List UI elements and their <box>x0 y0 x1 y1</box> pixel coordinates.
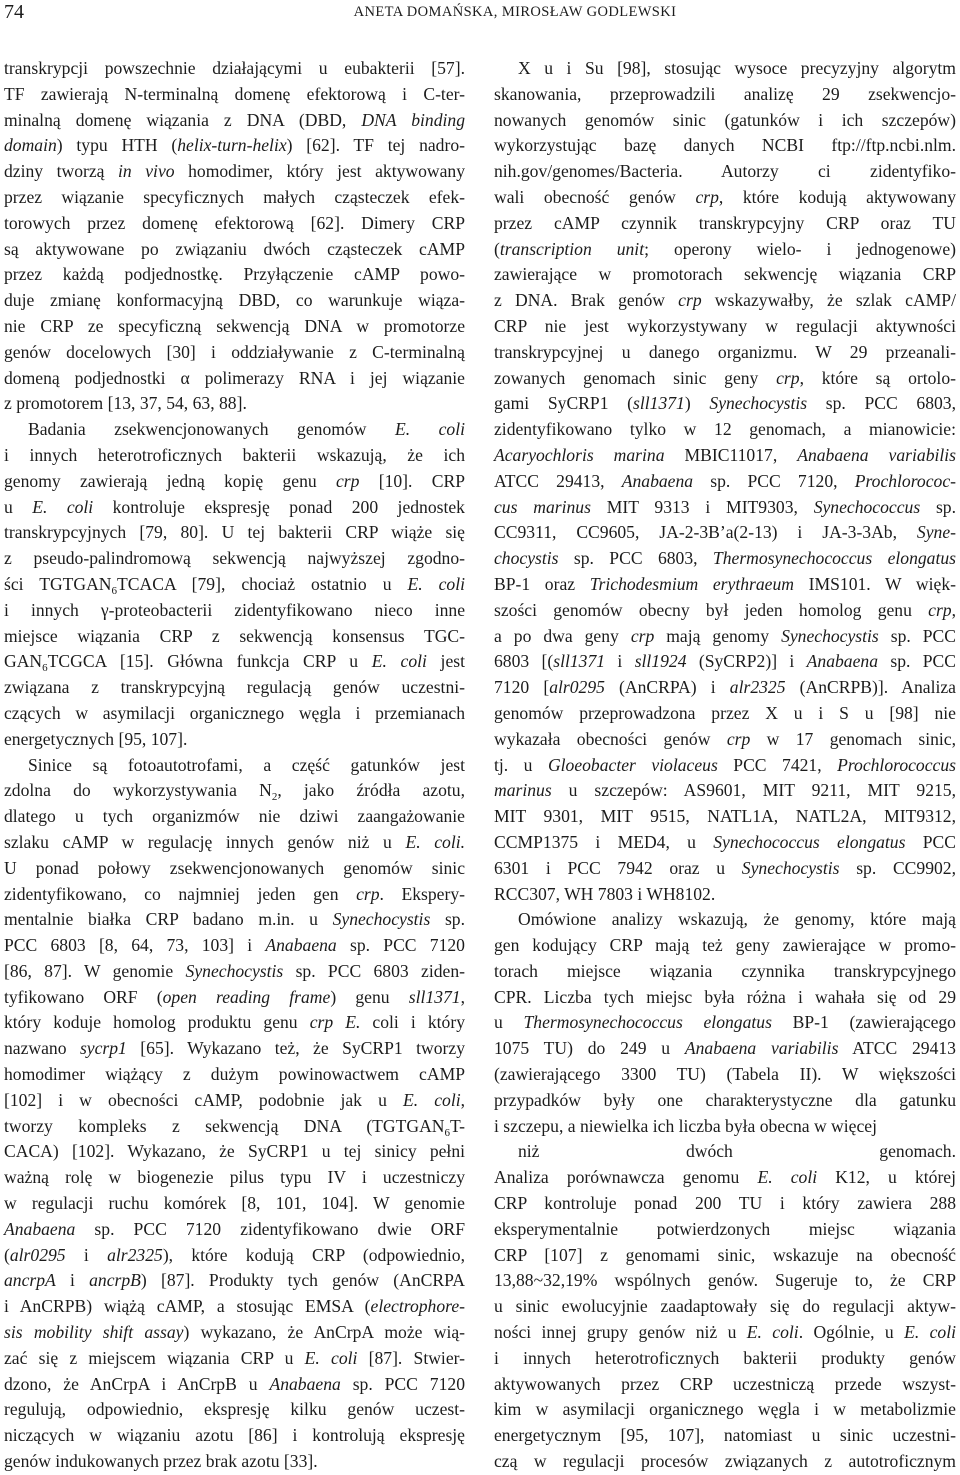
text-line: z pseudo-palindromową sekwencją najwyższej zgodno- <box>4 548 465 569</box>
text-line: $GAN_6TCGCA$ [15]. Główna funkcja CRP u E. coli jest <box>4 651 465 675</box>
text-line: i innych heterotroficznych bakterii wskazują, że ich <box>4 444 465 465</box>
text-line: w regulacji ruchu komórek [8, 101, 104]. W genomie <box>4 1193 465 1214</box>
text-line: chocystis sp. PCC 6803, Thermosynechococcus elongatus <box>494 548 956 569</box>
text-line: X u i Su [98], stosując wysoce precyzyjny algorytm <box>518 58 956 78</box>
text-line: ności innej grupy genów niż u E. coli. Ogólnie, u E. coli <box>494 1322 956 1343</box>
text-line: przypadków były one charakterystyczne dla gatunku <box>494 1089 956 1110</box>
text-line: z promotorem [13, 37, 54, 63, 88]. <box>4 393 247 414</box>
text-line: dlatego u tych organizmów nie dziwi zaangażowanie <box>4 806 465 827</box>
running-head: ANETA DOMAŃSKA, MIROSŁAW GODLEWSKI <box>353 4 677 20</box>
text-line: aktywowanych przez CRP uczestniczą przede wszyst- <box>494 1373 956 1394</box>
text-line: homodimer wiążący z dużym powinowactwem cAMP <box>4 1064 465 1085</box>
right-text-column <box>494 56 956 1475</box>
text-line: ważną rolę w biogenezie pilus typu IV i uczestniczy <box>4 1167 465 1188</box>
text-line: Anabaena sp. PCC 7120 zidentyfikowano dwie ORF <box>4 1218 465 1239</box>
text-line: (zawierającego 3300 TU) (Tabela II). W większości <box>494 1064 956 1085</box>
text-line: genomy zawierają jedną kopię genu crp [10]. CRP <box>4 470 465 491</box>
text-line: niczących w wiązaniu azotu [86] i kontrolują ekspresję <box>4 1425 465 1446</box>
text-line: Acaryochloris marina MBIC11017, Anabaena variabilis <box>494 444 956 465</box>
text-line: przez każdą podjednostkę. Przyłączenie cAMP powo- <box>4 264 465 285</box>
text-line: BP-1 oraz Trichodesmium erythraeum IMS101. W więk- <box>494 573 956 594</box>
text-line: dziny tworzą in vivo homodimer, który jest aktywowany <box>4 161 465 182</box>
text-line: który koduje homolog produktu genu crp E. coli i który <box>4 1012 465 1033</box>
text-line: Analiza porównawcza genomu E. coli K12, u której <box>494 1167 957 1188</box>
text-line: transkrypcyjnej u danego organizmu. W 29 przeanali- <box>494 341 956 362</box>
text-line: wykazała obecności genów crp w 17 genomach sinic, <box>494 728 956 749</box>
text-line: torach miejsce wiązania czynnika transkrypcyjnego <box>494 960 956 981</box>
text-line: dzono, że AnCrpA i AnCrpB u Anabaena sp. PCC 7120 <box>4 1373 465 1394</box>
text-line: Omówione analizy wskazują, że genomy, które mają <box>518 909 956 930</box>
text-line: CPR. Liczba tych miejsc była różna i wahała się od 29 <box>494 986 956 1007</box>
text-line: CRP nie jest wykorzystywany w regulacji aktywności <box>494 315 956 336</box>
text-line: CC9311, CC9605, JA-2-3B’a(2-13) i JA-3-3Ab, Syne- <box>494 522 956 543</box>
text-line: 7120 [alr0295 (AnCRPA) i alr2325 (AnCRPB)]. Analiza <box>494 677 956 698</box>
text-line: (alr0295 i alr2325), które kodują CRP (odpowiednio, <box>4 1244 465 1265</box>
text-line: Sinice są fotoautotrofami, a część gatunków jest <box>28 754 465 775</box>
text-line: przez cAMP czynnik transkrypcyjny CRP oraz TU <box>494 212 956 233</box>
text-line: cus marinus MIT 9313 i MIT9303, Synechococcus sp. <box>494 496 956 517</box>
text-line: mentalnie białka CRP badano m.in. u Synechocystis sp. <box>4 909 465 930</box>
text-line: zidentyfikowano, co najmniej jeden gen crp. Ekspery- <box>4 883 465 904</box>
text-line: skanowania, przeprowadzili analizę 29 zsekwencjo- <box>494 83 956 104</box>
text-line: sis mobility shift assay) wykazano, że AnCrpA może wią- <box>4 1322 465 1343</box>
text-line: transkrypcji powszechnie działającymi u eubakterii [57]. <box>4 58 465 78</box>
text-line: transkrypcyjnych [79, 80]. U tej bakterii CRP wiąże się <box>4 522 465 543</box>
text-line: nie CRP ze specyficzną sekwencją DNA w promotorze <box>4 315 465 336</box>
text-line: (transcription unit; operony wielo- i jednogenowe) <box>494 238 956 259</box>
text-line: duje zmianę konformacyjną DBD, co warunkuje wiąza- <box>4 290 465 311</box>
page-number: 74 <box>4 1 24 23</box>
text-line: zdolna do wykorzystywania $N_2$, jako źródła azotu, <box>4 780 465 804</box>
text-line: MIT 9301, MIT 9515, NATL1A, NATL2A, MIT9312, <box>494 806 956 827</box>
text-line: PCC 6803 [8, 64, 73, 103] i Anabaena sp. PCC 7120 <box>4 935 465 956</box>
text-line: genomów przeprowadzona przez X u i S u [98] nie <box>494 702 956 723</box>
text-line: szości genomów obecny był jeden homolog genu crp, <box>494 599 956 620</box>
text-line: nazwano sycrp1 [65]. Wykazano też, że SyCRP1 tworzy <box>4 1038 465 1059</box>
text-line: genów indukowanych przez brak azotu [33]. <box>4 1451 318 1472</box>
text-line: gami SyCRP1 (sll1371) Synechocystis sp. PCC 6803, <box>494 393 957 414</box>
text-line: ATCC 29413, Anabaena sp. PCC 7120, Prochlorococ- <box>494 470 956 491</box>
text-line: 1075 TU) do 249 u Anabaena variabilis ATCC 29413 <box>494 1038 956 1059</box>
page-header <box>0 0 960 34</box>
text-line: czących w asymilacji organicznego węgla i przemianach <box>4 702 465 723</box>
text-line: domain) typu HTH (helix-turn-helix) [62]. TF tej nadro- <box>4 135 465 156</box>
text-line: i szczepu, a niewielka ich liczba była obecna w więcej <box>494 1115 877 1136</box>
text-line: eksperymentalnie potwierdzonych miejsc wiązania <box>494 1218 956 1239</box>
text-line: miejsce wiązania CRP z sekwencją konsensus TGC- <box>4 625 465 646</box>
text-line: tworzy kompleks z sekwencją DNA ($TGTGAN_6T-$ <box>4 1115 465 1139</box>
text-line: i innych γ-proteobacterii zidentyfikowano nieco inne <box>4 599 465 620</box>
text-line: CACA) [102]. Wykazano, że SyCRP1 u tej sinicy pełni <box>4 1141 465 1162</box>
text-line: 13,88~32,19% wspólnych genów. Sugeruje to, że CRP <box>494 1270 956 1291</box>
text-line: u Thermosynechococcus elongatus BP-1 (zawierającego <box>494 1012 956 1033</box>
text-line: nowanych genomów sinic (gatunków i ich szczepów) <box>494 109 956 130</box>
text-line: zawierające w promotorach sekwencję wiązania CRP <box>494 264 956 285</box>
text-line: zać się z miejscem wiązania CRP u E. coli [87]. Stwier- <box>4 1347 465 1368</box>
text-line: czą w regulacji procesów związanych z autotroficznym <box>494 1451 956 1472</box>
text-line: u sinic ewolucyjnie zaadaptowały się do regulacji aktyw- <box>494 1296 956 1317</box>
text-line: TF zawierają N-terminalną domenę efektorową i C-ter- <box>4 83 465 104</box>
text-line: są aktywowane po związaniu dwóch cząsteczek cAMP <box>4 238 465 259</box>
text-line: Badania zsekwencjonowanych genomów E. coli <box>28 419 465 440</box>
text-line: zidentyfikowano tylko w 12 genomach, a mianowicie: <box>494 419 956 440</box>
text-line: 6803 [(sll1371 i sll1924 (SyCRP2)] i Anabaena sp. PCC <box>494 651 957 672</box>
text-line: marinus u szczepów: AS9601, MIT 9211, MIT 9215, <box>494 780 956 801</box>
text-line: energetycznych [95, 107]. <box>4 728 188 749</box>
text-line: CCMP1375 i MED4, u Synechococcus elongatus PCC <box>494 831 957 852</box>
text-line: gen kodujący CRP mają też geny zawierające w promo- <box>494 935 956 956</box>
text-line: wykorzystując bazę danych NCBI ftp://ftp.ncbi.nlm. <box>494 135 956 156</box>
text-line: zowanych genomach sinic geny crp, które są ortolo- <box>494 367 956 388</box>
text-line: regulują, odpowiednio, ekspresję kilku genów uczest- <box>4 1399 465 1420</box>
text-line: a po dwa geny crp mają genomy Synechocystis sp. PCC <box>494 625 957 646</box>
text-line: [86, 87]. W genomie Synechocystis sp. PCC 6803 ziden- <box>4 960 465 981</box>
text-line: [102] i w obecności cAMP, podobnie jak u E. coli, <box>4 1089 465 1110</box>
text-line: U ponad połowy zsekwencjonowanych genomów sinic <box>4 857 465 878</box>
text-line: i AnCRPB) wiążą cAMP, a stosując EMSA (electrophore- <box>4 1296 465 1317</box>
text-line: wali obecność genów crp, które kodują aktywowany <box>494 186 956 207</box>
text-line: nih.gov/genomes/Bacteria. Autorzy ci zidentyfiko- <box>494 161 956 182</box>
text-line: CRP [107] z genomami sinic, wskazuje na obecność <box>494 1244 956 1265</box>
text-line: i innych heterotroficznych bakterii produkty genów <box>494 1347 956 1368</box>
text-line: minalną domenę wiązania z DNA (DBD, DNA binding <box>4 109 465 130</box>
text-line: szlaku cAMP w regulację innych genów niż u E. coli. <box>4 831 465 852</box>
text-line: domeną podjednostki α polimerazy RNA i jej wiązanie <box>4 367 465 388</box>
text-line: energetycznym [95, 107], natomiast u sinic uczestni- <box>494 1425 956 1446</box>
text-line: genów docelowych [30] i oddziaływanie z C-terminalną <box>4 341 465 362</box>
text-line: z DNA. Brak genów crp wskazywałby, że szlak cAMP/ <box>494 290 956 311</box>
text-line: niż dwóch genomach. <box>518 1141 956 1162</box>
text-line: ści $TGTGAN_6TCACA$ [79], chociaż ostatnio u E. coli <box>4 573 465 597</box>
text-line: u E. coli kontroluje ekspresję ponad 200 jednostek <box>4 496 465 517</box>
text-line: tj. u Gloeobacter violaceus PCC 7421, Prochlorococcus <box>494 754 956 775</box>
text-line: ancrpA i ancrpB) [87]. Produkty tych genów (AnCRPA <box>4 1270 465 1291</box>
text-line: CRP kontroluje ponad 200 TU i który zawiera 288 <box>494 1193 956 1214</box>
text-line: RCC307, WH 7803 i WH8102. <box>494 883 716 904</box>
text-line: kim w asymilacji organicznego węgla i w metabolizmie <box>494 1399 956 1420</box>
text-line: tyfikowano ORF (open reading frame) genu sll1371, <box>4 986 465 1007</box>
text-line: 6301 i PCC 7942 oraz u Synechocystis sp. CC9902, <box>494 857 956 878</box>
text-line: przez wiązanie specyficznych małych cząsteczek efek- <box>4 186 465 207</box>
left-text-column <box>4 56 465 1475</box>
text-line: związana z transkrypcyjną regulacją genów uczestni- <box>4 677 465 698</box>
text-line: torowych przez domenę efektorową [62]. Dimery CRP <box>4 212 465 233</box>
